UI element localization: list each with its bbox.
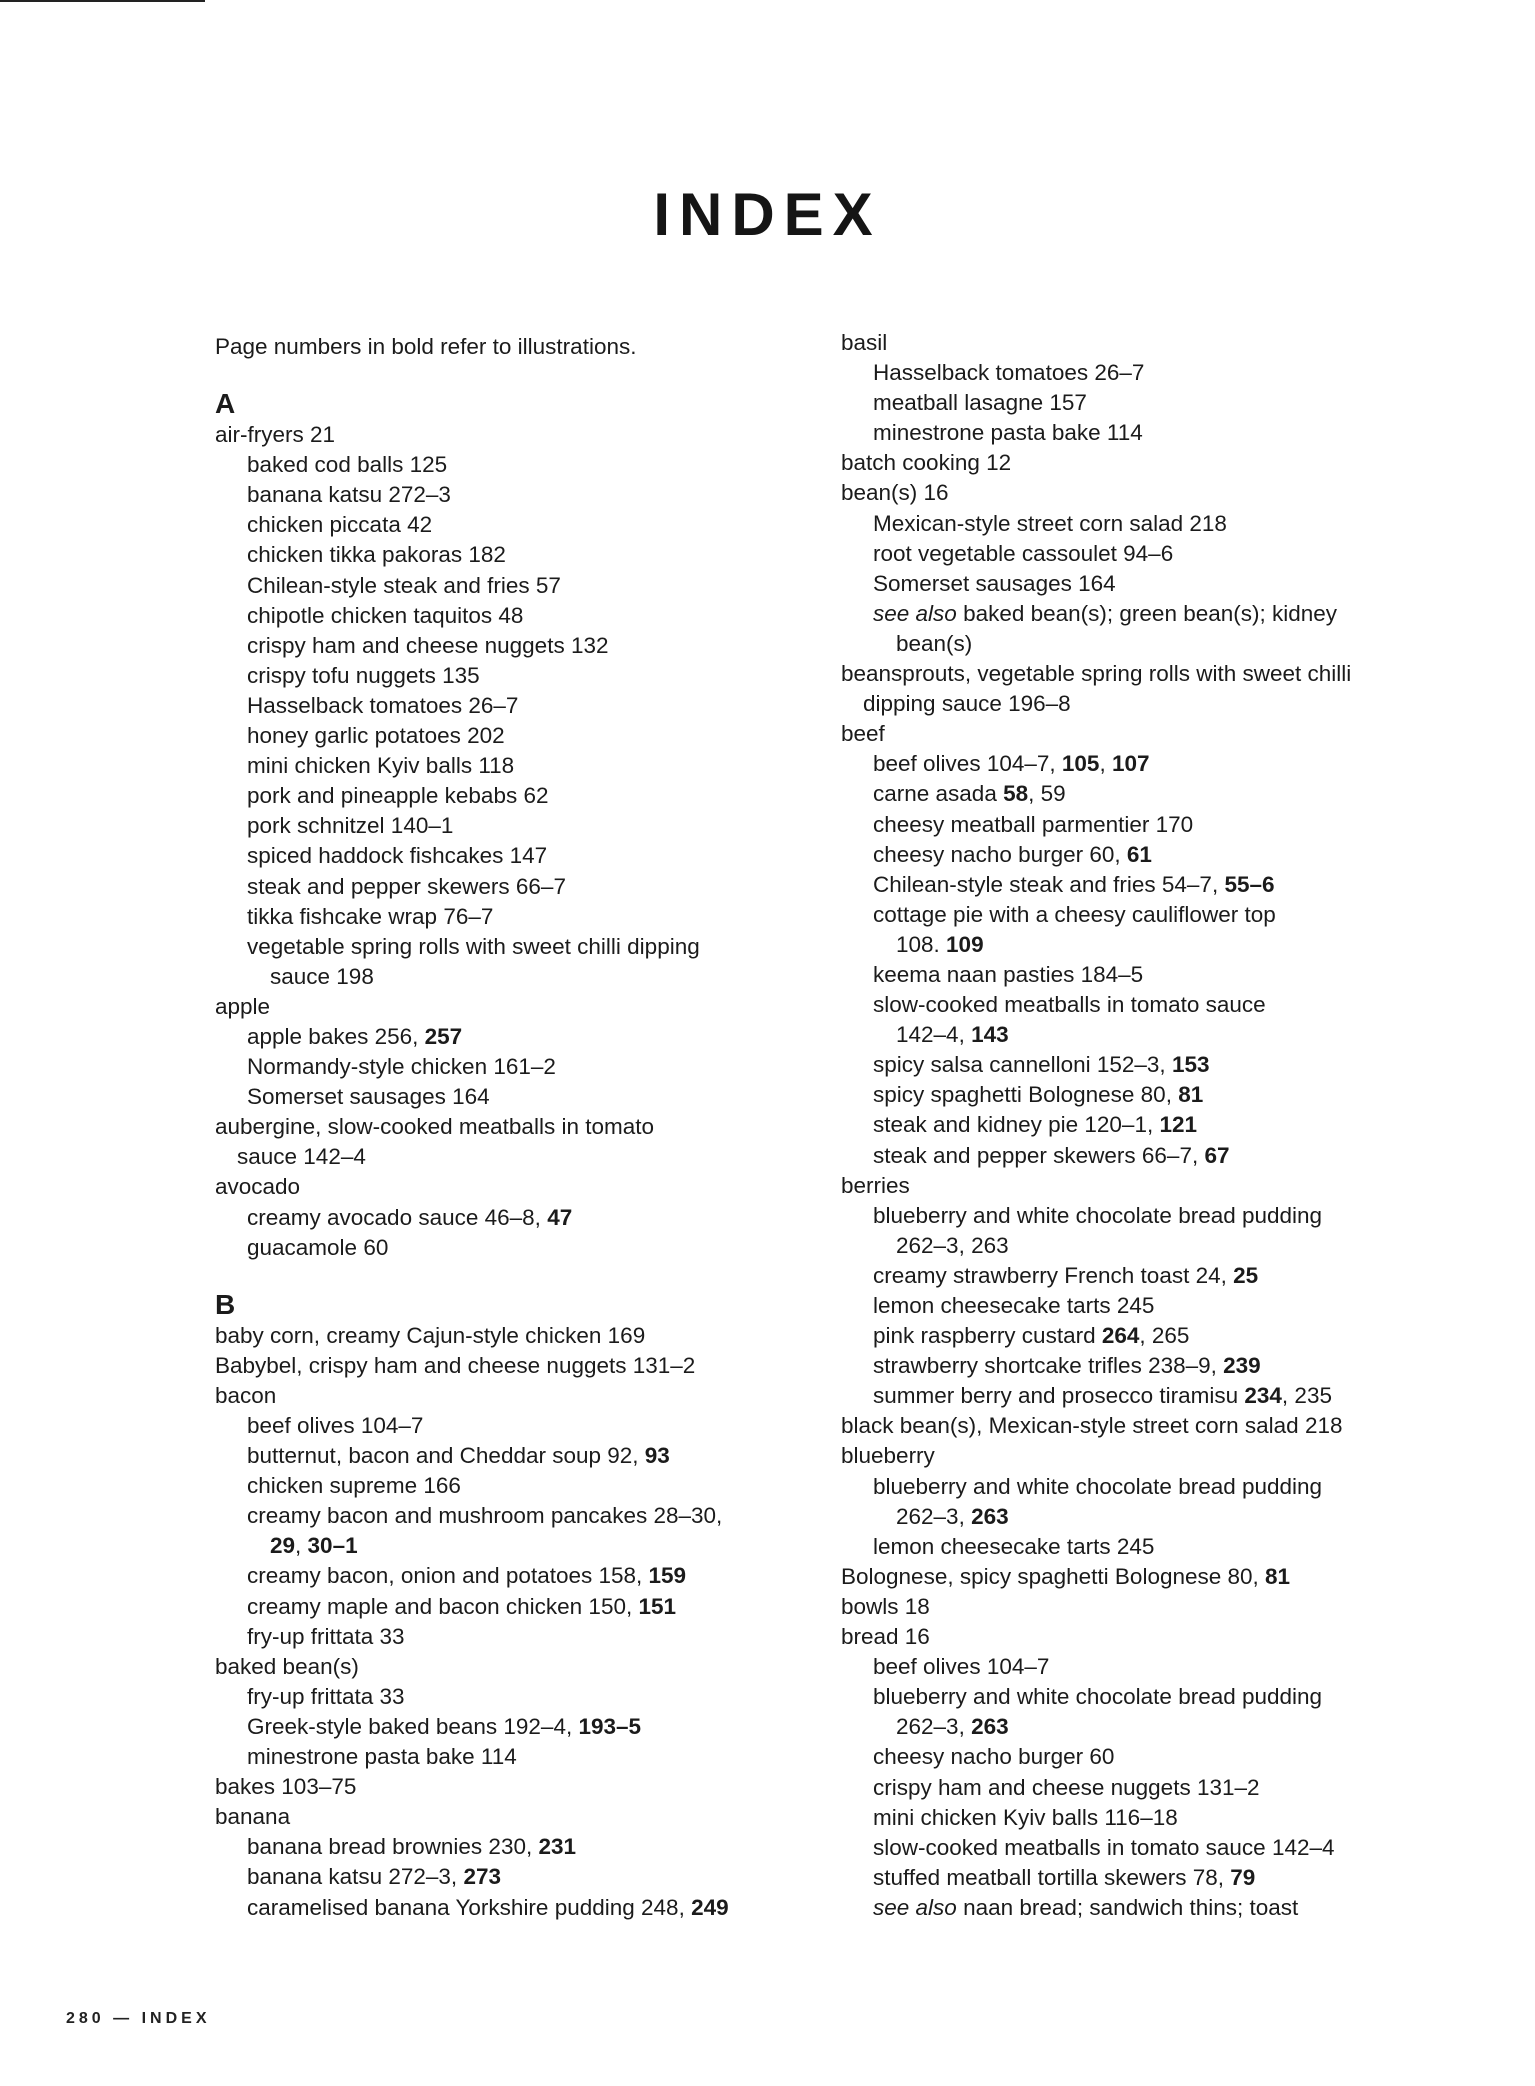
index-subentry	[841, 418, 1351, 448]
entry-text: Page numbers in bold refer to illustrations.	[215, 334, 637, 359]
entry-text: beef olives 104–7	[247, 1413, 424, 1438]
index-entry	[841, 719, 1351, 749]
index-entry	[215, 1381, 729, 1411]
entry-text: cottage pie with a cheesy cauliflower top	[873, 901, 1276, 927]
index-entry	[841, 1411, 1351, 1441]
entry-text: minestrone pasta bake 114	[247, 1744, 517, 1770]
illustration-page-ref: 81	[1178, 1082, 1204, 1108]
index-subentry	[841, 1773, 1351, 1803]
illustration-page-ref: 25	[1233, 1262, 1259, 1288]
index-subentry	[841, 1261, 1351, 1291]
index-entry	[215, 1802, 729, 1832]
index-entry	[841, 659, 1351, 689]
cross-reference-label: see also	[873, 600, 957, 626]
entry-text: keema naan pasties 184–5	[873, 961, 1144, 987]
illustration-page-ref: 61	[1126, 841, 1152, 867]
entry-text: bread 16	[841, 1624, 930, 1650]
illustration-page-ref: 107	[1111, 751, 1150, 777]
illustration-page-ref: 47	[547, 1204, 573, 1230]
entry-text: Chilean-style steak and fries 54–7,	[873, 871, 1225, 897]
index-subentry	[215, 1411, 729, 1441]
index-entry	[841, 1441, 1351, 1471]
entry-text: creamy bacon, onion and potatoes 158,	[247, 1563, 649, 1589]
entry-text: slow-cooked meatballs in tomato sauce 142–4	[873, 1834, 1335, 1860]
illustration-page-ref: 264	[1101, 1323, 1140, 1349]
index-subentry	[841, 539, 1351, 569]
index-subentry	[841, 1351, 1351, 1381]
entry-text: beef	[841, 721, 885, 747]
index-column-right	[841, 328, 1351, 1923]
illustration-page-ref: 93	[644, 1443, 670, 1469]
index-column-left	[215, 332, 729, 1923]
index-subentry	[841, 1381, 1351, 1411]
entry-text: Chilean-style steak and fries 57	[247, 572, 561, 598]
index-subentry	[841, 1652, 1351, 1682]
illustration-page-ref: 257	[424, 1023, 463, 1049]
index-subentry	[841, 358, 1351, 388]
index-subentry	[215, 721, 729, 751]
index-entry	[215, 1112, 729, 1142]
entry-text: lemon cheesecake tarts 245	[873, 1293, 1155, 1318]
illustration-page-ref: 81	[1265, 1563, 1291, 1589]
entry-text: cheesy meatball parmentier 170	[873, 811, 1194, 837]
illustration-page-ref: 159	[648, 1563, 687, 1589]
index-subentry	[215, 932, 729, 962]
entry-text: black bean(s), Mexican-style street corn salad 218	[841, 1413, 1343, 1439]
entry-text: , 59	[1028, 781, 1066, 807]
entry-text: pink raspberry custard	[873, 1323, 1102, 1349]
illustration-page-ref: 79	[1230, 1864, 1256, 1890]
index-entry	[841, 1562, 1351, 1592]
index-subentry	[215, 1471, 729, 1501]
index-subentry	[215, 1203, 729, 1233]
index-subentry	[215, 1082, 729, 1112]
entry-text: blueberry and white chocolate bread pudding	[873, 1684, 1323, 1710]
index-entry	[841, 478, 1351, 508]
entry-text: Greek-style baked beans 192–4,	[247, 1713, 579, 1739]
index-subentry	[841, 1201, 1351, 1231]
index-entry	[215, 1321, 729, 1351]
entry-text: Hasselback tomatoes 26–7	[873, 360, 1145, 386]
entry-text: baked bean(s); green bean(s); kidney	[956, 600, 1338, 626]
entry-text: 108.	[896, 931, 947, 957]
entry-text: 262–3,	[896, 1503, 972, 1529]
entry-text: chicken tikka pakoras 182	[247, 542, 506, 568]
index-subentry	[215, 1862, 729, 1892]
index-subentry	[215, 841, 729, 871]
index-subentry	[841, 840, 1351, 870]
index-subentry	[215, 1682, 729, 1712]
index-subentry	[215, 811, 729, 841]
entry-text: spicy salsa cannelloni 152–3,	[873, 1052, 1172, 1078]
entry-text: steak and pepper skewers 66–7	[247, 873, 566, 899]
index-entry-continuation	[841, 1020, 1351, 1050]
entry-text: bean(s)	[896, 630, 973, 656]
entry-text: 262–3, 263	[896, 1232, 1009, 1258]
index-subentry	[215, 1441, 729, 1471]
illustration-page-ref: 153	[1171, 1052, 1210, 1078]
index-subentry	[841, 960, 1351, 990]
index-entry-continuation	[215, 1531, 729, 1561]
entry-text: minestrone pasta bake 114	[873, 420, 1143, 446]
entry-text: Somerset sausages 164	[247, 1084, 490, 1110]
entry-text: spicy spaghetti Bolognese 80,	[873, 1082, 1179, 1108]
entry-text: crispy tofu nuggets 135	[247, 662, 480, 688]
entry-text: 262–3,	[896, 1714, 972, 1740]
index-subentry	[841, 1742, 1351, 1772]
index-subentry	[215, 480, 729, 510]
index-subentry	[215, 1561, 729, 1591]
illustration-page-ref: 273	[463, 1864, 501, 1890]
index-subentry	[215, 781, 729, 811]
entry-text: berries	[841, 1172, 910, 1198]
illustration-page-ref: 193–5	[578, 1713, 642, 1739]
index-entry-continuation	[215, 1142, 729, 1172]
entry-text: apple	[215, 993, 271, 1019]
index-entry-continuation	[841, 930, 1351, 960]
page-footer: 280 — INDEX	[66, 2010, 211, 2027]
index-subentry	[841, 1080, 1351, 1110]
index-subentry	[215, 902, 729, 932]
index-subentry	[215, 510, 729, 540]
index-subentry	[841, 1291, 1351, 1321]
index-entry	[215, 1772, 729, 1802]
index-subentry	[215, 450, 729, 480]
index-subentry	[215, 1052, 729, 1082]
index-subentry	[841, 1682, 1351, 1712]
entry-text: mini chicken Kyiv balls 118	[247, 753, 515, 779]
index-subentry	[215, 1832, 729, 1862]
entry-text: sauce 198	[270, 963, 374, 989]
entry-text: creamy maple and bacon chicken 150,	[247, 1593, 639, 1619]
index-subentry	[841, 1863, 1351, 1893]
page-title: INDEX	[653, 181, 882, 249]
entry-text: guacamole 60	[247, 1234, 389, 1260]
index-entry-continuation	[841, 629, 1351, 659]
entry-text: chicken supreme 166	[247, 1473, 461, 1499]
illustration-page-ref: 109	[946, 931, 984, 957]
entry-text: carne asada	[873, 781, 1004, 807]
illustration-page-ref: 55–6	[1224, 871, 1275, 897]
index-subentry	[215, 540, 729, 570]
index-subentry	[215, 1233, 729, 1263]
index-entry-continuation	[841, 689, 1351, 719]
entry-text: cheesy nacho burger 60	[873, 1744, 1115, 1770]
index-subentry	[841, 569, 1351, 599]
entry-text: naan bread; sandwich thins; toast	[956, 1894, 1299, 1920]
index-subentry	[841, 1141, 1351, 1171]
entry-text: pork and pineapple kebabs 62	[247, 783, 549, 809]
illustration-page-ref: 29	[270, 1533, 296, 1559]
entry-text: Somerset sausages 164	[873, 570, 1116, 596]
index-subentry	[841, 900, 1351, 930]
entry-text: caramelised banana Yorkshire pudding 248,	[247, 1894, 692, 1920]
entry-text: banana katsu 272–3	[247, 482, 451, 508]
entry-text: chipotle chicken taquitos 48	[247, 602, 524, 628]
index-subentry	[841, 1472, 1351, 1502]
index-subentry	[841, 1050, 1351, 1080]
illustration-page-ref: 67	[1204, 1142, 1230, 1168]
entry-text: creamy avocado sauce 46–8,	[247, 1204, 548, 1230]
index-entry	[841, 1171, 1351, 1201]
entry-text: baked cod balls 125	[247, 452, 448, 478]
entry-text: blueberry	[841, 1443, 935, 1469]
entry-text: B	[215, 1288, 236, 1320]
index-subentry	[841, 388, 1351, 418]
entry-text: banana	[215, 1804, 291, 1830]
index-subentry	[215, 1592, 729, 1622]
index-subentry	[215, 1742, 729, 1772]
index-subentry	[215, 1893, 729, 1923]
entry-text: cheesy nacho burger 60,	[873, 841, 1127, 867]
index-subentry	[215, 631, 729, 661]
entry-text: banana katsu 272–3,	[247, 1864, 464, 1890]
entry-text: beef olives 104–7,	[873, 751, 1062, 777]
entry-text: aubergine, slow-cooked meatballs in tomato	[215, 1114, 654, 1140]
entry-text: ,	[1099, 751, 1112, 777]
entry-text: crispy ham and cheese nuggets 132	[247, 632, 609, 658]
illustration-page-ref: 239	[1223, 1353, 1261, 1379]
entry-text: , 265	[1139, 1323, 1190, 1349]
cross-reference-label: see also	[873, 1894, 957, 1920]
index-subentry	[215, 872, 729, 902]
illustration-page-ref: 263	[971, 1503, 1009, 1529]
index-subentry	[841, 1803, 1351, 1833]
illustration-page-ref: 249	[691, 1894, 729, 1920]
entry-text: crispy ham and cheese nuggets 131–2	[873, 1774, 1260, 1800]
index-subentry	[841, 599, 1351, 629]
index-subentry	[215, 1622, 729, 1652]
entry-text: root vegetable cassoulet 94–6	[873, 540, 1174, 566]
index-entry	[215, 1172, 729, 1202]
entry-text: ,	[295, 1533, 308, 1559]
entry-text: Normandy-style chicken 161–2	[247, 1054, 556, 1080]
entry-text: bowls 18	[841, 1593, 930, 1619]
index-entry	[215, 420, 729, 450]
index-entry-continuation	[215, 962, 729, 992]
illustration-page-ref: 121	[1159, 1112, 1198, 1138]
entry-text: avocado	[215, 1174, 301, 1200]
index-entry-continuation	[841, 1231, 1351, 1261]
index-subentry	[841, 1321, 1351, 1351]
index-subentry	[841, 1532, 1351, 1562]
entry-text: apple bakes 256,	[247, 1023, 425, 1049]
entry-text: mini chicken Kyiv balls 116–18	[873, 1804, 1178, 1830]
entry-text: , 235	[1281, 1383, 1332, 1409]
entry-text: summer berry and prosecco tiramisu	[873, 1383, 1245, 1409]
illustration-page-ref: 105	[1061, 751, 1100, 777]
index-subentry	[841, 749, 1351, 779]
index-entry-continuation	[841, 1502, 1351, 1532]
index-entry	[215, 332, 729, 362]
entry-text: baby corn, creamy Cajun-style chicken 169	[215, 1322, 646, 1348]
entry-text: blueberry and white chocolate bread pudding	[873, 1202, 1323, 1228]
index-entry	[215, 992, 729, 1022]
entry-text: fry-up frittata 33	[247, 1683, 405, 1709]
entry-text: dipping sauce 196–8	[863, 691, 1071, 717]
entry-text: steak and pepper skewers 66–7,	[873, 1142, 1205, 1168]
letter-heading	[215, 1289, 729, 1321]
index-subentry	[215, 571, 729, 601]
illustration-page-ref: 263	[971, 1714, 1009, 1740]
entry-text: stuffed meatball tortilla skewers 78,	[873, 1864, 1231, 1890]
entry-text: baked bean(s)	[215, 1653, 359, 1679]
entry-text: sauce 142–4	[237, 1144, 366, 1170]
entry-text: chicken piccata 42	[247, 512, 433, 538]
illustration-page-ref: 58	[1003, 781, 1029, 807]
index-subentry	[841, 779, 1351, 809]
entry-text: Mexican-style street corn salad 218	[873, 510, 1227, 536]
entry-text: fry-up frittata 33	[247, 1623, 405, 1649]
entry-text: A	[215, 388, 236, 420]
illustration-page-ref: 231	[538, 1834, 577, 1860]
index-subentry	[841, 1893, 1351, 1923]
entry-text: spiced haddock fishcakes 147	[247, 843, 548, 869]
entry-text: lemon cheesecake tarts 245	[873, 1533, 1155, 1559]
entry-text: banana bread brownies 230,	[247, 1834, 539, 1860]
entry-text: vegetable spring rolls with sweet chilli dipping	[247, 933, 700, 959]
illustration-page-ref: 151	[638, 1593, 677, 1619]
entry-text: creamy bacon and mushroom pancakes 28–30,	[247, 1503, 723, 1529]
entry-text: beansprouts, vegetable spring rolls with sweet chilli	[841, 661, 1352, 687]
index-entry	[841, 1622, 1351, 1652]
entry-text: 142–4,	[896, 1022, 972, 1048]
entry-text: pork schnitzel 140–1	[247, 813, 454, 839]
entry-text: beef olives 104–7	[873, 1654, 1050, 1680]
illustration-page-ref: 234	[1244, 1383, 1282, 1409]
entry-text: Babybel, crispy ham and cheese nuggets 131–2	[215, 1352, 696, 1378]
entry-text: meatball lasagne 157	[873, 390, 1087, 416]
index-subentry	[215, 601, 729, 631]
index-entry	[215, 1652, 729, 1682]
index-subentry	[841, 509, 1351, 539]
index-subentry	[841, 990, 1351, 1020]
letter-heading	[215, 388, 729, 420]
entry-text: strawberry shortcake trifles 238–9,	[873, 1353, 1224, 1379]
entry-text: tikka fishcake wrap 76–7	[247, 903, 494, 929]
index-subentry	[215, 1712, 729, 1742]
entry-text: blueberry and white chocolate bread pudding	[873, 1473, 1323, 1499]
top-rule	[0, 0, 205, 2]
index-subentry	[841, 870, 1351, 900]
index-subentry	[215, 1501, 729, 1531]
entry-text: steak and kidney pie 120–1,	[873, 1112, 1160, 1138]
entry-text: slow-cooked meatballs in tomato sauce	[873, 992, 1266, 1018]
entry-text: batch cooking 12	[841, 450, 1012, 476]
entry-text: butternut, bacon and Cheddar soup 92,	[247, 1443, 645, 1469]
index-subentry	[215, 691, 729, 721]
entry-text: bakes 103–75	[215, 1774, 357, 1800]
index-entry	[841, 328, 1351, 358]
index-subentry	[215, 751, 729, 781]
entry-text: air-fryers 21	[215, 422, 336, 448]
index-entry-continuation	[841, 1712, 1351, 1742]
entry-text: Bolognese, spicy spaghetti Bolognese 80,	[841, 1563, 1266, 1589]
index-subentry	[215, 661, 729, 691]
index-subentry	[215, 1022, 729, 1052]
index-entry	[215, 1351, 729, 1381]
entry-text: Hasselback tomatoes 26–7	[247, 692, 519, 718]
entry-text: creamy strawberry French toast 24,	[873, 1262, 1234, 1288]
index-entry	[841, 448, 1351, 478]
index-entry	[841, 1592, 1351, 1622]
index-subentry	[841, 1110, 1351, 1140]
illustration-page-ref: 143	[971, 1022, 1009, 1048]
index-subentry	[841, 810, 1351, 840]
entry-text: basil	[841, 330, 888, 355]
index-subentry	[841, 1833, 1351, 1863]
illustration-page-ref: 30–1	[307, 1533, 358, 1559]
entry-text: bean(s) 16	[841, 480, 949, 506]
entry-text: bacon	[215, 1382, 277, 1408]
entry-text: honey garlic potatoes 202	[247, 723, 505, 749]
